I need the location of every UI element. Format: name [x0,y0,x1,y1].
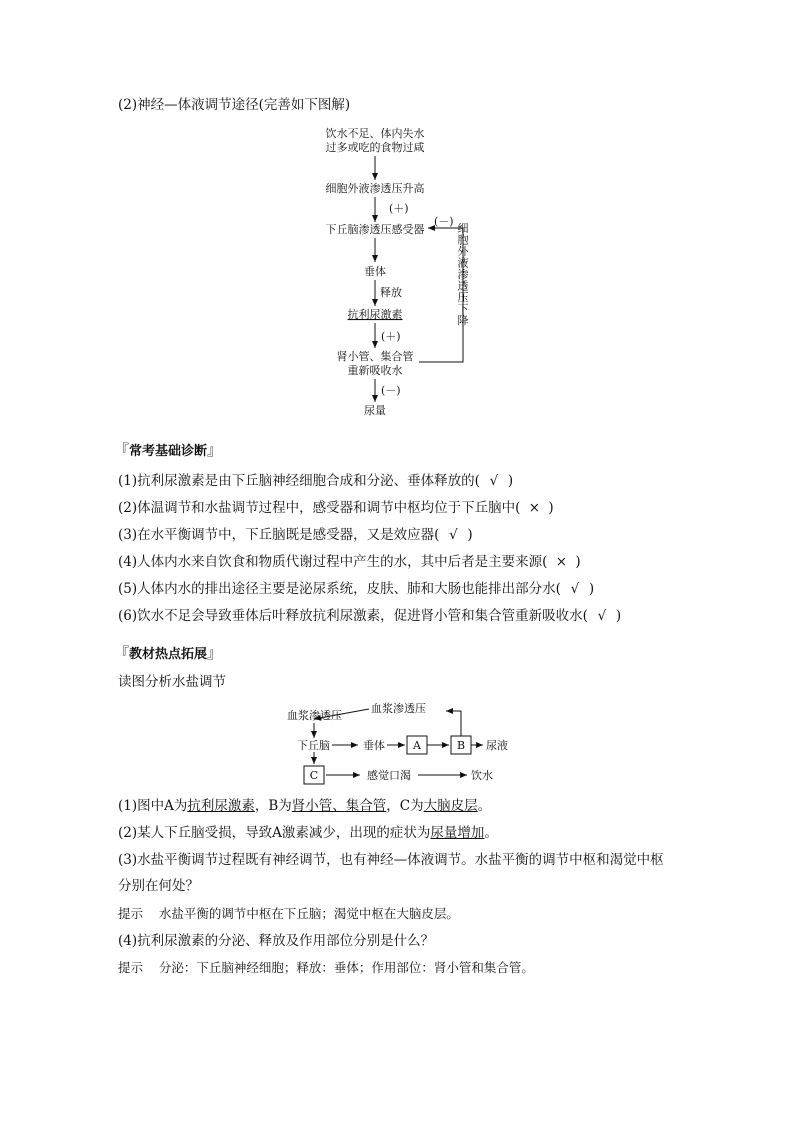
diagnosis-item-1: (1)抗利尿激素是由下丘脑神经细胞合成和分泌、垂体释放的( √ ) [118,473,514,489]
feedback-label-char: 胞 [457,233,469,247]
urine-label: 尿液 [486,739,508,752]
flow-step2: 下丘脑渗透压感受器 [325,223,425,236]
feedback-label-char: 细 [457,222,469,235]
diagnosis-item-6: (6)饮水不足会导致垂体后叶释放抗利尿激素，促进肾小管和集合管重新吸收水( √ ) [118,608,622,624]
feedback-label-char: 降 [457,314,469,327]
box-c-label: C [309,769,319,782]
answer-blank: 肾小管、集合管 [291,798,387,814]
question-1: (1)图中A为抗利尿激素，B为肾小管、集合管，C为大脑皮层。 [118,798,492,814]
drink-label: 饮水 [471,769,493,782]
flow-plus1: (＋) [389,202,409,215]
plasma-osmotic-right: 血浆渗透压 [371,702,426,715]
feedback-label-char: 透 [457,279,469,293]
answer-mark: × [528,500,541,516]
tip-4: 提示 分泌：下丘脑神经细胞；释放：垂体；作用部位：肾小管和集合管。 [118,960,534,975]
answer-blank: 抗利尿激素 [187,798,255,814]
flow-step5-line2: 重新吸收水 [347,364,403,377]
question-3-line2: 分别在何处？ [118,878,199,894]
feedback-arrow [446,711,461,736]
flow-step5-line1: 肾小管、集合管 [336,350,414,363]
flow-step4: 抗利尿激素 [347,308,403,321]
diagnosis-header: 『常考基础诊断』 [114,441,223,459]
flow-plus2: (＋) [381,330,401,343]
tip-label: 提示 [118,960,144,975]
diagnosis-item-5: (5)人体内水的排出途径主要是泌尿系统，皮肤、肺和大肠也能排出部分水( √ ) [118,581,595,597]
question-3-line1: (3)水盐平衡调节过程既有神经调节，也有神经—体液调节。水盐平衡的调节中枢和渴觉中枢 [118,852,664,868]
thirst-label: 感觉口渴 [367,769,411,782]
diagnosis-item-2: (2)体温调节和水盐调节过程中，感受器和调节中枢均位于下丘脑中( × ) [118,500,554,516]
question-2: (2)某人下丘脑受损，导致A激素减少，出现的症状为尿量增加。 [118,825,498,841]
flow-step1: 细胞外液渗透压升高 [325,182,425,195]
answer-blank: 尿量增加 [430,825,485,841]
tip-label: 提示 [118,906,144,921]
flow-start-line2: 过多或吃的食物过咸 [325,141,425,154]
diagnosis-item-3: (3)在水平衡调节中，下丘脑既是感受器，又是效应器( √ ) [118,527,473,543]
hypothalamus-label: 下丘脑 [297,739,330,752]
flow-feedback-minus: (－) [434,215,454,228]
feedback-label-char: 渗 [457,268,469,281]
feedback-label-char: 液 [457,256,469,270]
flow-release: 释放 [380,286,402,299]
flow-minus1: (－) [381,384,401,397]
tip-3: 提示 水盐平衡的调节中枢在下丘脑；渴觉中枢在大脑皮层。 [118,906,459,921]
answer-mark: √ [489,473,499,489]
feedback-label-char: 外 [457,245,469,258]
answer-mark: × [555,554,568,570]
diagnosis-item-4: (4)人体内水来自饮食和物质代谢过程中产生的水，其中后者是主要来源( × ) [118,554,581,570]
box-a-label: A [413,739,421,752]
answer-mark: √ [570,581,580,597]
flow-step3: 垂体 [364,265,386,278]
flow-start-line1: 饮水不足、体内失水 [325,127,425,140]
answer-mark: √ [449,527,458,543]
expand-header: 『教材热点拓展』 [114,644,223,662]
answer-blank: 大脑皮层 [423,798,478,814]
plasma-osmotic-left: 血浆渗透压 [287,709,342,722]
flow-step6: 尿量 [364,404,386,417]
feedback-label-char: 压 [457,291,469,304]
question-4: (4)抗利尿激素的分泌、释放及作用部位分别是什么？ [118,933,435,949]
pituitary-label: 垂体 [363,739,385,752]
feedback-label-char: 下 [457,302,469,316]
box-b-label: B [456,739,466,752]
section-title: (2)神经—体液调节途径(完善如下图解) [118,97,351,113]
answer-mark: √ [597,608,607,624]
expand-intro: 读图分析水盐调节 [118,674,226,690]
